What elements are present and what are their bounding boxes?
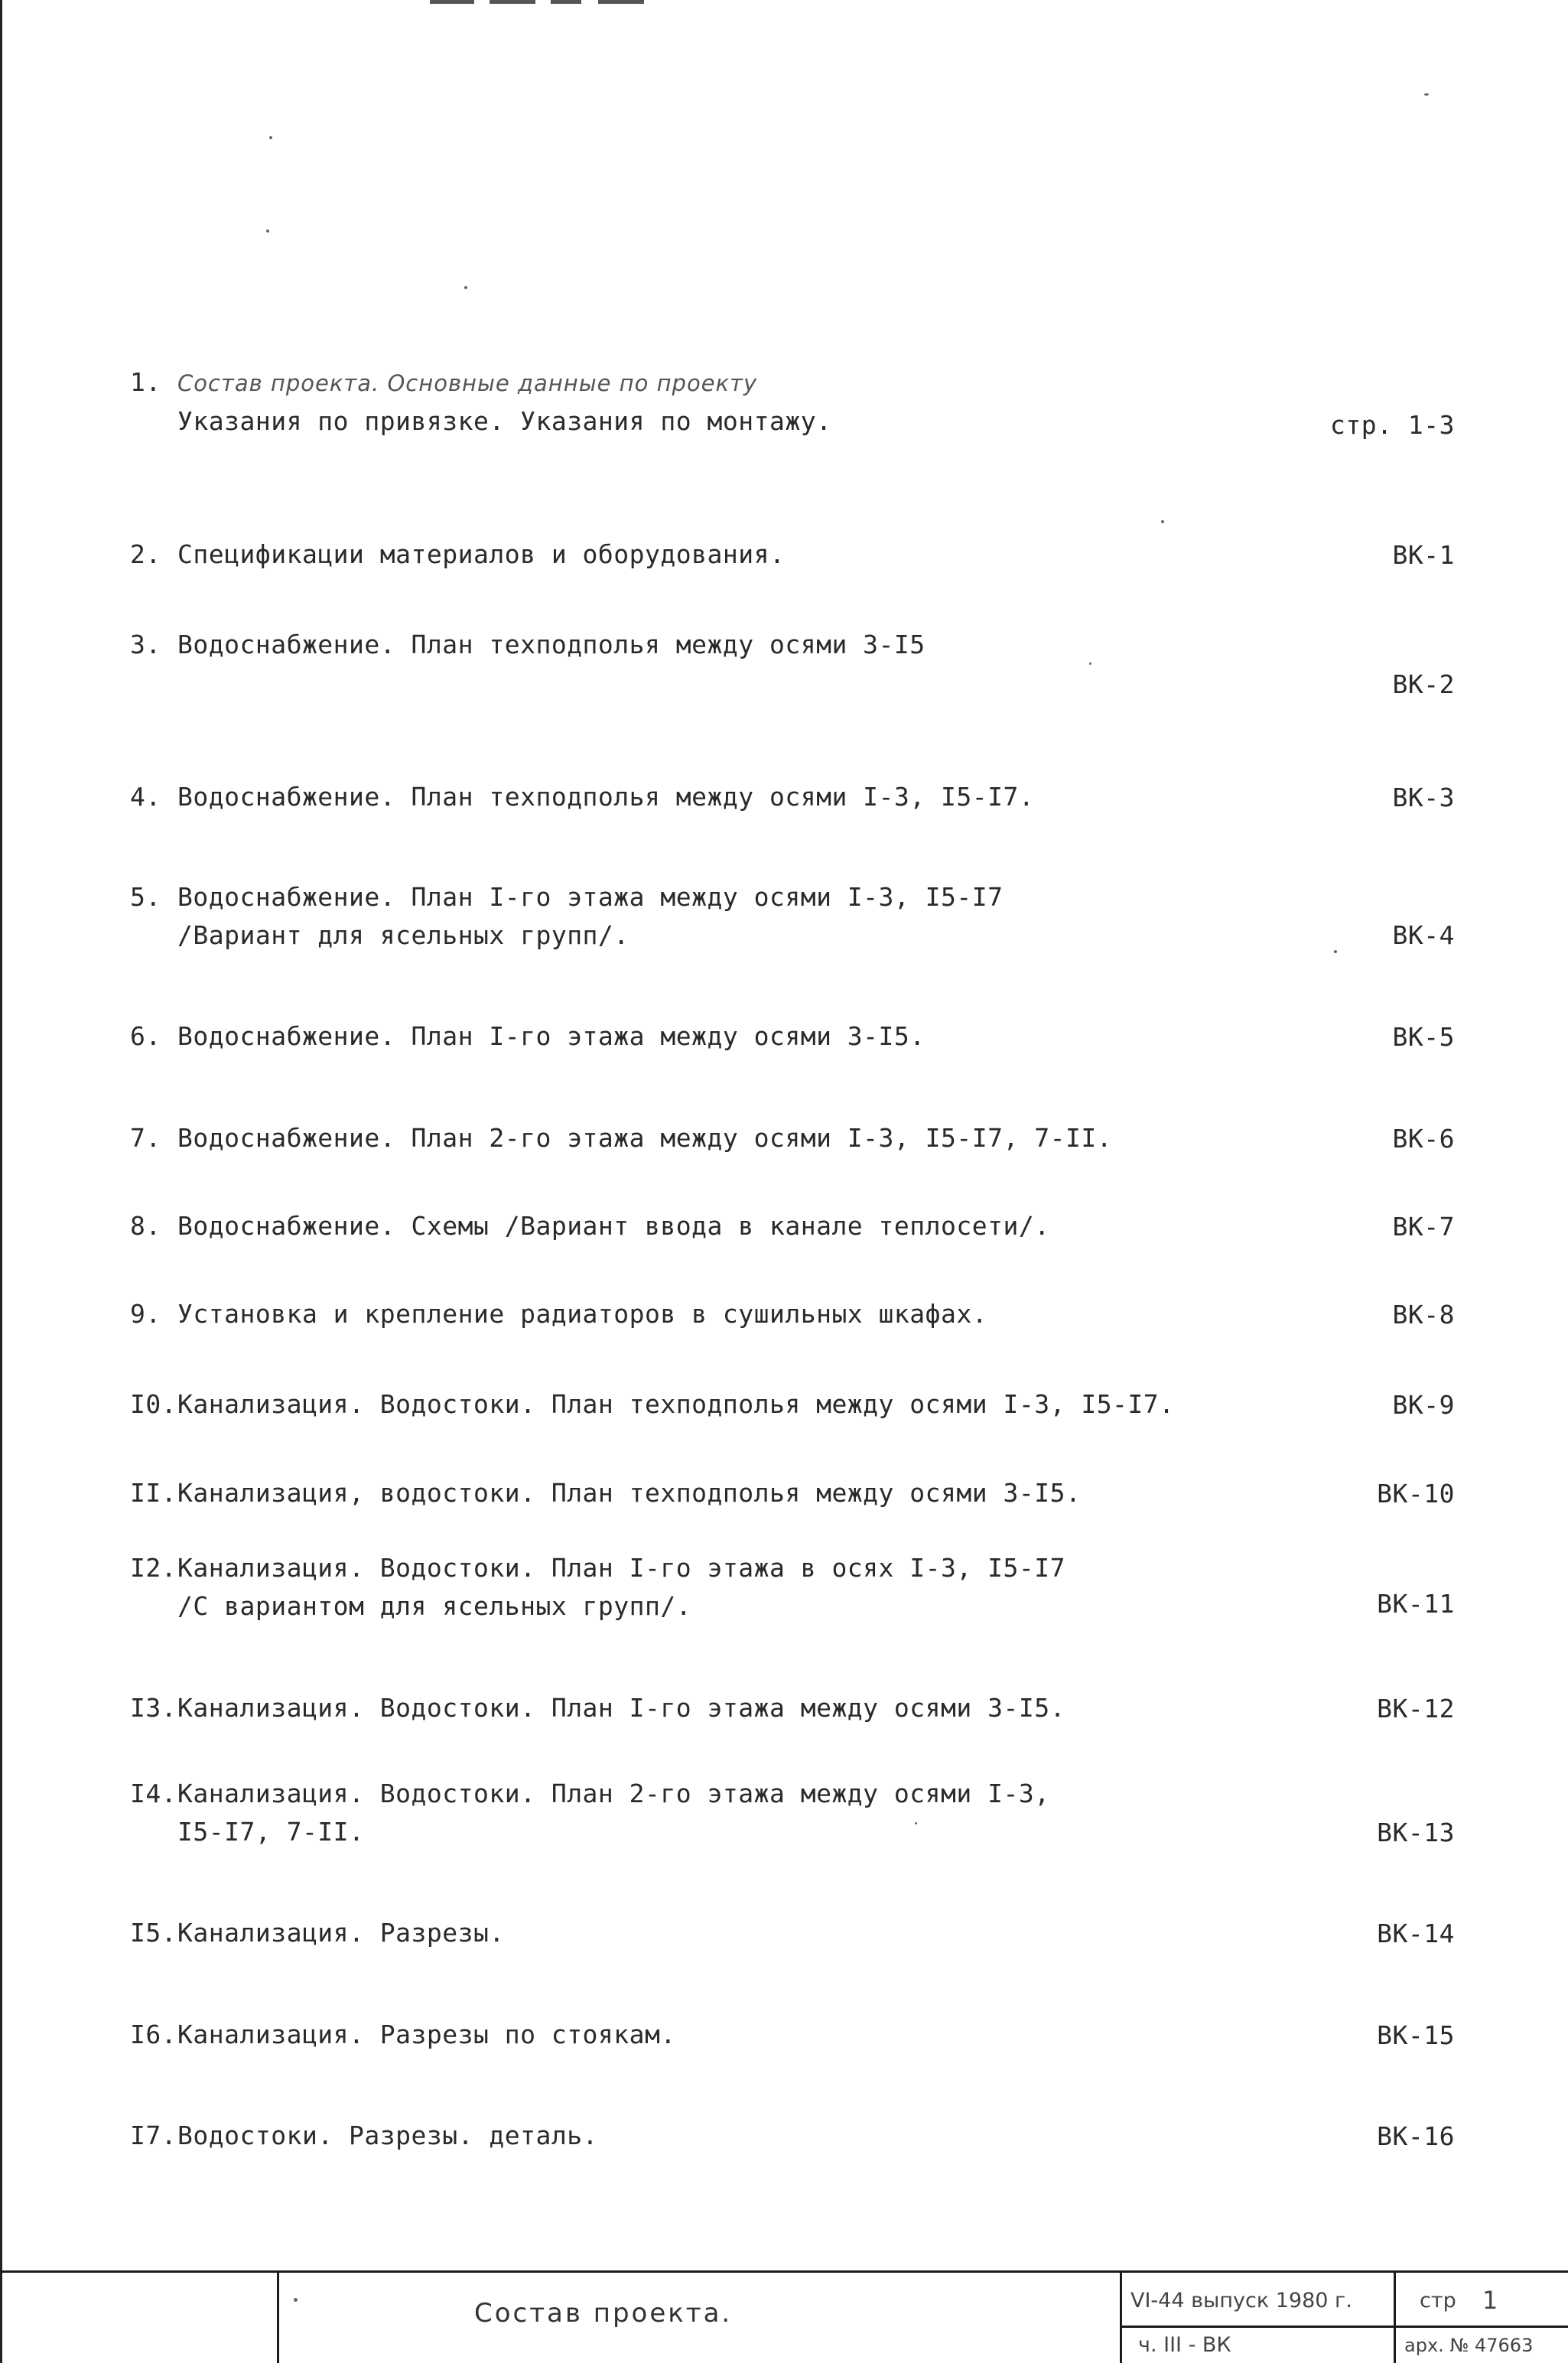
item-text: Состав проекта. Основные данные по проекту: [177, 370, 758, 396]
item-text: Водостоки. Разрезы. деталь.: [177, 2121, 598, 2150]
list-item: [130, 1295, 1354, 1333]
item-number: 9.: [130, 1299, 161, 1329]
list-item: [130, 2016, 1354, 2054]
list-item: [130, 1549, 1354, 1626]
list-item: [130, 1689, 1354, 1727]
sheet-code: ВК-13: [1377, 1818, 1455, 1847]
item-number: I6.: [130, 2020, 177, 2049]
sheet-code: ВК-10: [1377, 1479, 1455, 1509]
list-item: [130, 778, 1354, 816]
scan-speck: [266, 229, 269, 233]
title-block-divider: [277, 2270, 279, 2363]
top-mark: [430, 0, 474, 4]
list-item: [130, 1017, 1354, 1056]
list-item: [130, 1385, 1354, 1424]
list-item: [130, 1474, 1354, 1512]
top-mark: [598, 0, 644, 4]
sheet-code: ВК-5: [1392, 1022, 1455, 1052]
item-number: I3.: [130, 1693, 177, 1723]
list-item: [130, 1914, 1354, 1952]
list-item: [130, 1207, 1354, 1245]
item-number: 4.: [130, 782, 161, 812]
item-text: Водоснабжение. План I-го этажа между осями 3-I5.: [177, 1021, 926, 1051]
item-text: /Вариант для ясельных групп/.: [177, 920, 629, 950]
item-text: Канализация. Водостоки. План техподполья между осями I-3, I5-I7.: [177, 1389, 1175, 1419]
sheet-code: ВК-11: [1377, 1589, 1455, 1619]
item-text: Водоснабжение. Схемы /Вариант ввода в канале теплосети/.: [177, 1211, 1050, 1241]
list-item: [130, 626, 1354, 664]
item-text: Установка и крепление радиаторов в сушильных шкафах.: [177, 1299, 988, 1329]
item-number: II.: [130, 1478, 177, 1508]
list-item: [130, 363, 1354, 441]
item-text: Водоснабжение. План 2-го этажа между осями I-3, I5-I7, 7-II.: [177, 1123, 1113, 1153]
item-number: I2.: [130, 1553, 177, 1583]
list-item: [130, 535, 1354, 574]
page-number: 1: [1482, 2286, 1498, 2315]
sheet-code: ВК-3: [1392, 783, 1455, 812]
sheet-code: ВК-4: [1392, 920, 1455, 950]
scan-speck: [269, 136, 272, 139]
sheet-code: ВК-15: [1377, 2020, 1455, 2050]
item-number: 1.: [130, 367, 161, 397]
item-text: Водоснабжение. План техподполья между осями 3-I5: [177, 630, 926, 659]
page-label: стр: [1420, 2289, 1456, 2313]
item-number: I5.: [130, 1918, 177, 1948]
sheet-code: ВК-2: [1392, 669, 1455, 699]
item-text: Спецификации материалов и оборудования.: [177, 539, 786, 569]
scan-speck: [464, 286, 467, 289]
scan-speck: [294, 2298, 298, 2302]
item-text: I5-I7, 7-II.: [177, 1817, 365, 1847]
sheet-code: ВК-12: [1377, 1694, 1455, 1723]
item-text: Указания по привязке. Указания по монтажу.: [177, 406, 832, 436]
item-text: /С вариантом для ясельных групп/.: [177, 1591, 692, 1621]
item-text: Канализация. Разрезы по стоякам.: [177, 2020, 676, 2049]
item-text: Водоснабжение. План I-го этажа между осями I-3, I5-I7: [177, 882, 1004, 912]
item-text: Канализация, водостоки. План техподполья между осями 3-I5.: [177, 1478, 1082, 1508]
sheet-code: ВК-9: [1392, 1390, 1455, 1420]
scan-speck: [1424, 93, 1429, 96]
item-text: Канализация. Разрезы.: [177, 1918, 505, 1948]
sheet-code: стр. 1-3: [1330, 410, 1455, 440]
title-block-divider: [1120, 2326, 1568, 2328]
archive-number: арх. № 47663: [1404, 2335, 1534, 2356]
list-item: [130, 1775, 1354, 1851]
part-label: ч. III - ВК: [1138, 2333, 1231, 2357]
sheet-code: ВК-8: [1392, 1300, 1455, 1330]
scan-speck: [1161, 520, 1164, 523]
title-block-border: [0, 2270, 1568, 2273]
item-number: 3.: [130, 630, 161, 659]
sheet-code: ВК-16: [1377, 2121, 1455, 2151]
item-number: I0.: [130, 1389, 177, 1419]
sheet-code: ВК-1: [1392, 540, 1455, 570]
title-block: [0, 2270, 1568, 2363]
list-item: [130, 1119, 1354, 1157]
item-number: 8.: [130, 1211, 161, 1241]
item-number: I4.: [130, 1779, 177, 1808]
page-border: [0, 0, 2, 2363]
series-label: VI-44 выпуск 1980 г.: [1130, 2289, 1352, 2313]
item-number: 7.: [130, 1123, 161, 1153]
top-mark: [551, 0, 581, 4]
list-item: [130, 2117, 1354, 2155]
title-block-divider: [1120, 2270, 1122, 2363]
item-number: I7.: [130, 2121, 177, 2150]
list-item: [130, 878, 1354, 955]
sheet-code: ВК-6: [1392, 1124, 1455, 1154]
item-text: Водоснабжение. План техподполья между осями I-3, I5-I7.: [177, 782, 1035, 812]
item-number: 2.: [130, 539, 161, 569]
title-block-divider: [1394, 2270, 1396, 2363]
top-mark: [490, 0, 535, 4]
item-text: Канализация. Водостоки. План I-го этажа в осях I-3, I5-I7: [177, 1553, 1065, 1583]
item-number: 6.: [130, 1021, 161, 1051]
item-number: 5.: [130, 882, 161, 912]
sheet-code: ВК-14: [1377, 1919, 1455, 1948]
sheet-code: ВК-7: [1392, 1212, 1455, 1242]
document-title: Состав проекта.: [474, 2298, 733, 2329]
item-text: Канализация. Водостоки. План I-го этажа между осями 3-I5.: [177, 1693, 1065, 1723]
item-text: Канализация. Водостоки. План 2-го этажа между осями I-3,: [177, 1779, 1050, 1808]
